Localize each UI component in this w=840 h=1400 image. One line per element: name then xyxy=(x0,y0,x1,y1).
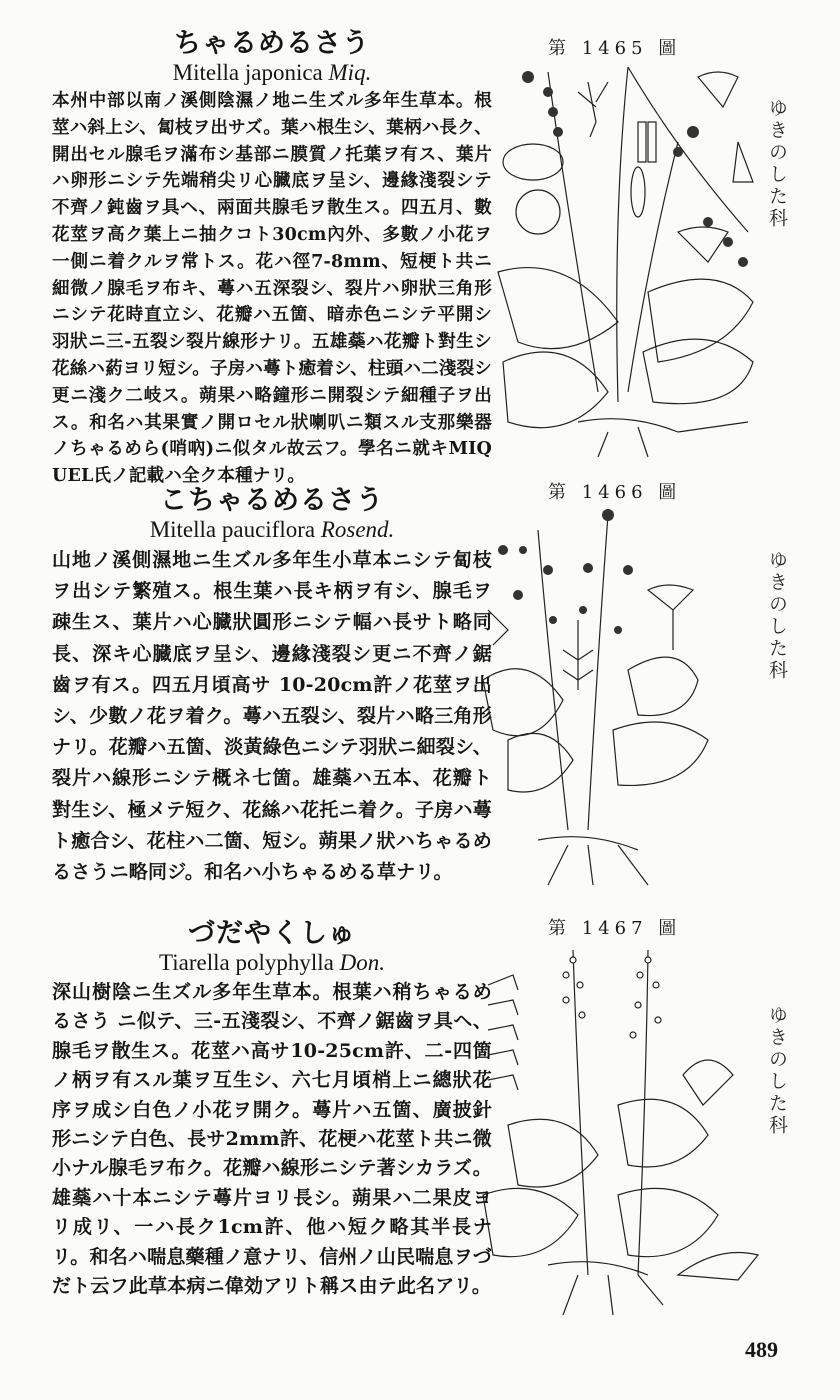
description: 深山樹陰ニ生ズル多年生草本。根葉ハ稍ちゃるめるさう ニ似テ、三-五淺裂シ、不齊ノ鋸齒ヲ具ヘ、腺毛ヲ散生ス。花莖ハ高サ10-25cm許、二-四箇ノ柄ヲ有スル葉ヲ互生シ、六七月頃梢上ニ總狀花序ヲ成シ白色ノ小花ヲ開ク。蕚片ハ五箇、廣披針形ニシテ白色、長サ2mm許、花梗ハ花莖ト共ニ微小ナル腺毛ヲ布ク。花瓣ハ線形ニシテ著シカラズ。雄蘂ハ十本ニシテ蕚片ヨリ長シ。蒴果ハ二果皮ヨリ成リ、一ハ長ク1cm許、他ハ短ク略其半長ナリ。和名ハ喘息藥種ノ意ナリ、信州ノ山民喘息ヲづだト云フ此草本病ニ偉効アリト稱ス由テ此名アリ。 xyxy=(52,981,492,1298)
genus-species: Tiarella polyphylla xyxy=(159,950,334,975)
plate-1465-illustration xyxy=(478,62,768,462)
scientific-name xyxy=(52,60,492,86)
scientific-name xyxy=(52,517,492,543)
figure-label: 第 1466 圖 xyxy=(548,482,682,503)
family-label: ゆきのした科 xyxy=(766,1005,788,1137)
japanese-name: こちゃるめるさう xyxy=(160,485,384,516)
family-label: ゆきのした科 xyxy=(766,550,788,682)
authority: Rosend. xyxy=(320,517,395,542)
scientific-name xyxy=(52,950,492,976)
family-label: ゆきのした科 xyxy=(766,98,788,230)
entry-tiarella-polyphylla xyxy=(52,918,492,1301)
figure-label: 第 1467 圖 xyxy=(548,918,682,939)
authority: Miq. xyxy=(328,60,372,85)
description: 本州中部以南ノ溪側陰濕ノ地ニ生ズル多年生草本。根莖ハ斜上シ、匐枝ヲ出サズ。葉ハ根生シ、葉柄ハ長ク、開出セル腺毛ヲ滿布シ基部ニ膜質ノ托葉ヲ有ス、葉片ハ卵形ニシテ先端稍尖リ心臓底ヲ呈シ、邊緣淺裂シテ不齊ノ鈍齒ヲ具ヘ、兩面共腺毛ヲ散生ス。四五月、數花莖ヲ高ク葉上ニ抽クコト30cm內外、多數ノ小花ヲ一側ニ着クルヲ常トス。花ハ徑7-8mm、短梗ト共ニ細微ノ腺毛ヲ布キ、蕚ハ五深裂シ、裂片ハ卵狀三角形ニシテ花時直立シ、花瓣ハ五箇、暗赤色ニシテ平開シ羽狀ニ三-五裂シ裂片線形ナリ。五雄蘂ハ花瓣ト對生シ花絲ハ葯ヨリ短シ。子房ハ蕚ト癒着シ、柱頭ハ二淺裂シ更ニ淺ク二岐ス。蒴果ハ略鐘形ニ開裂シテ細種子ヲ出ス。和名ハ其果實ノ開ロセル狀喇叭ニ類スル支那樂器ノちゃるめら(哨吶)ニ似タル故云フ。學名ニ就キMIQUEL氏ノ記載ハ全ク本種ナリ。 xyxy=(52,91,492,487)
figure-label: 第 1465 圖 xyxy=(548,38,682,59)
plate-1466-illustration xyxy=(478,500,758,890)
description: 山地ノ溪側濕地ニ生ズル多年生小草本ニシテ匐枝ヲ出シテ繁殖ス。根生葉ハ長キ柄ヲ有シ、腺毛ヲ疎生ス、葉片ハ心臓狀圓形ニシテ幅ハ長サト略同長、深キ心臓底ヲ呈シ、邊緣淺裂シ更ニ不齊ノ鋸齒ヲ有ス。四五月頃高サ 10-20cm許ノ花莖ヲ出シ、少數ノ花ヲ着ク。蕚ハ五裂シ、裂片ハ略三角形ナリ。花瓣ハ五箇、淡黃綠色ニシテ羽狀ニ細裂シ、裂片ハ線形ニシテ概ネ七箇。雄蘂ハ五本、花瓣ト對生シ、極メテ短ク、花絲ハ花托ニ着ク。子房ハ蕚ト癒合シ、花柱ハ二箇、短シ。蒴果ノ狀ハちゃるめるさうニ略同ジ。和名ハ小ちゃるめる草ナリ。 xyxy=(52,549,492,884)
genus-species: Mitella japonica xyxy=(172,60,323,85)
plate-1467-illustration xyxy=(478,945,768,1340)
genus-species: Mitella pauciflora xyxy=(149,517,316,542)
entry-mitella-pauciflora xyxy=(52,485,492,888)
page-number: 489 xyxy=(745,1337,778,1362)
japanese-name: ちゃるめるさう xyxy=(174,28,370,59)
authority: Don. xyxy=(339,950,385,975)
japanese-name: づだやくしゅ xyxy=(188,918,356,949)
entry-mitella-japonica xyxy=(52,28,492,490)
